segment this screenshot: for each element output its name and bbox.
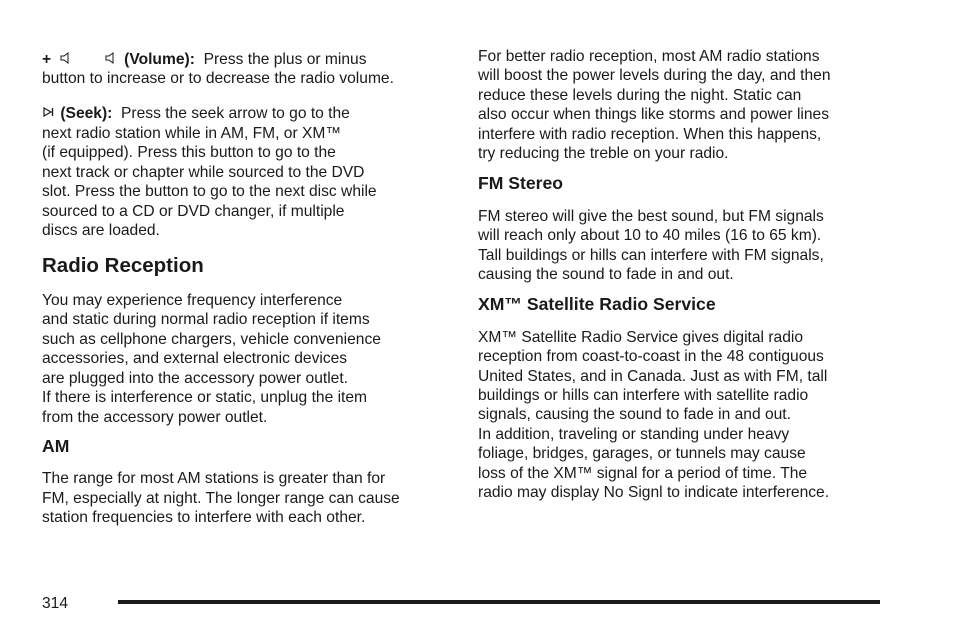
am-cont-line: also occur when things like storms and power lines [478,106,830,123]
volume-text: Press the plus or minus [203,51,367,68]
am-line: station frequencies to interfere with each other. [42,509,366,526]
volume-line-2: button to increase or to decrease the radio volume. [42,70,394,87]
xm-line: signals, causing the sound to fade in and out. [478,406,791,423]
fm-line: Tall buildings or hills can interfere with FM signals, [478,247,824,264]
am-cont-line: interfere with radio reception. When this happens, [478,126,822,143]
radio-reception-line: such as cellphone chargers, vehicle convenience [42,331,381,348]
radio-reception-line: are plugged into the accessory power outlet. [42,370,348,387]
xm-line: foliage, bridges, garages, or tunnels may cause [478,445,806,462]
radio-reception-line: If there is interference or static, unplug the item [42,389,368,406]
am-line: FM, especially at night. The longer range can cause [42,490,400,507]
xm-line: reception from coast-to-coast in the 48 contiguous [478,348,824,365]
am-cont-line: reduce these levels during the night. Static can [478,87,802,104]
footer-rule [118,600,880,604]
seek-line: next track or chapter while sourced to the DVD [42,164,365,181]
fm-line: will reach only about 10 to 40 miles (16 to 65 km). [478,227,822,244]
page-number: 314 [42,595,69,612]
volume-line-1 [42,50,367,69]
volume-label: (Volume): [124,51,195,68]
xm-line: XM™ Satellite Radio Service gives digital radio [478,329,804,346]
xm-line: United States, and in Canada. Just as with FM, tall [478,368,828,385]
am-cont-line: For better radio reception, most AM radio stations [478,48,820,65]
am-cont-line: will boost the power levels during the day, and then [478,67,831,84]
am-line: The range for most AM stations is greater than for [42,470,386,487]
speaker-high-icon [104,51,120,65]
xm-heading: XM™ Satellite Radio Service [478,294,716,314]
seek-line: next radio station while in AM, FM, or XM™ [42,125,341,142]
am-heading: AM [42,436,70,456]
speaker-low-icon [59,51,75,65]
radio-reception-line: and static during normal radio reception if items [42,311,370,328]
xm-line: In addition, traveling or standing under heavy [478,426,790,443]
seek-arrow-icon [42,106,56,118]
radio-reception-line: accessories, and external electronic devices [42,350,348,367]
xm-line: radio may display No Signl to indicate interference. [478,484,830,501]
seek-line-1 [42,104,350,123]
am-cont-line: try reducing the treble on your radio. [478,145,729,162]
fm-line: causing the sound to fade in and out. [478,266,734,283]
radio-reception-line: from the accessory power outlet. [42,409,268,426]
radio-reception-line: You may experience frequency interference [42,292,343,309]
fm-stereo-heading: FM Stereo [478,173,564,193]
seek-text: Press the seek arrow to go to the [121,105,350,122]
seek-line: (if equipped). Press this button to go to the [42,144,336,161]
seek-line: discs are loaded. [42,222,160,239]
volume-plus: + [42,51,52,68]
fm-line: FM stereo will give the best sound, but FM signals [478,208,824,225]
xm-line: loss of the XM™ signal for a period of time. The [478,465,808,482]
seek-label: (Seek): [60,105,113,122]
seek-line: sourced to a CD or DVD changer, if multiple [42,203,345,220]
seek-line: slot. Press the button to go to the next disc while [42,183,377,200]
xm-line: buildings or hills can interfere with satellite radio [478,387,809,404]
radio-reception-heading: Radio Reception [42,254,204,277]
